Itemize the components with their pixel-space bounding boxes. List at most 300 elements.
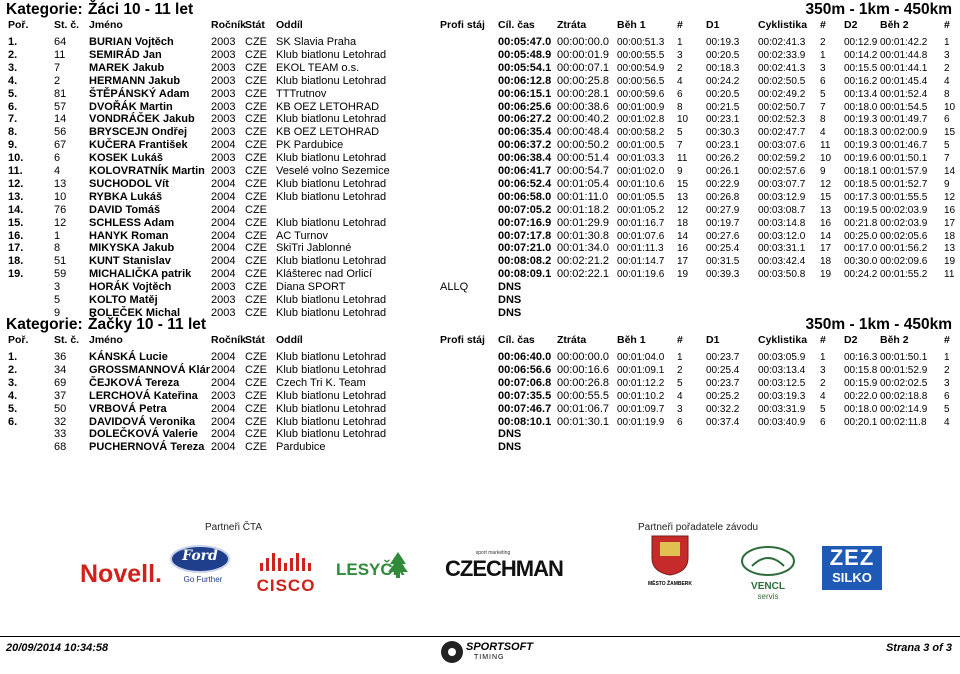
cell-bib: 7 xyxy=(54,61,61,74)
cell-bike: 00:02:41.3 xyxy=(758,62,806,74)
cell-finish-time: 00:07:16.9 xyxy=(498,216,552,229)
cell-finish-time: DNS xyxy=(498,441,522,454)
cell-name: SEMIRÁD Jan xyxy=(89,48,162,61)
lesy-cr-logo: LESYČR xyxy=(336,550,416,586)
cell-rank: 6. xyxy=(8,100,18,113)
cell-run2-rank: 15 xyxy=(944,127,956,139)
cell-loss: 00:00:54.7 xyxy=(557,165,609,177)
cell-name: VRBOVÁ Petra xyxy=(89,402,167,415)
cell-run1: 00:00:55.5 xyxy=(617,49,665,61)
cell-rank: 1. xyxy=(8,351,18,363)
cell-run2: 00:02:18.8 xyxy=(880,390,928,402)
cell-bike-rank: 10 xyxy=(820,153,832,165)
cell-run2-rank: 3 xyxy=(944,49,950,61)
cell-finish-time: 00:06:38.4 xyxy=(498,152,552,165)
cell-bib: 4 xyxy=(54,165,61,177)
cell-run1-rank: 17 xyxy=(677,256,689,268)
table-row xyxy=(0,126,960,139)
cell-loss: 00:00:48.4 xyxy=(557,126,609,139)
cell-bike: 00:02:57.6 xyxy=(758,166,806,177)
cell-finish-time: 00:06:52.4 xyxy=(498,177,552,190)
cell-loss: 00:01:30.1 xyxy=(557,415,609,428)
cell-finish-time: 00:07:17.8 xyxy=(498,229,552,242)
cell-run1: 00:01:09.7 xyxy=(617,403,665,415)
cell-finish-time: 00:07:35.5 xyxy=(498,389,552,402)
cell-bike: 00:03:31.9 xyxy=(758,403,806,415)
cell-bib: 12 xyxy=(54,216,67,229)
cell-run1-rank: 19 xyxy=(677,269,689,281)
cell-loss: 00:01:18.2 xyxy=(557,203,609,216)
cell-run1-rank: 12 xyxy=(677,204,689,216)
cell-club: KB OEZ LETOHRAD xyxy=(276,100,380,113)
cell-run1: 00:01:11.3 xyxy=(617,243,664,255)
cell-name: HERMANN Jakub xyxy=(89,74,181,87)
cell-bib: 5 xyxy=(54,294,61,306)
cell-year: 2003 xyxy=(211,48,236,61)
cell-t1: 00:20.5 xyxy=(706,88,740,100)
cell-bike: 00:03:07.7 xyxy=(758,178,806,190)
cell-t1: 00:19.3 xyxy=(706,37,740,48)
cell-run1: 00:01:03.3 xyxy=(617,153,665,165)
cell-loss: 00:00:07.1 xyxy=(557,61,609,74)
cell-finish-time: 00:07:46.7 xyxy=(498,402,552,415)
ford-logo: Ford Go Further xyxy=(169,545,231,579)
table-row xyxy=(0,255,960,268)
vencl-servis-logo: VENCL servis xyxy=(738,546,798,598)
cell-finish-time: 00:05:47.0 xyxy=(498,36,552,48)
cell-club: Klub biatlonu Letohrad xyxy=(276,428,387,441)
cell-rank: 13. xyxy=(8,190,24,203)
cell-club: Diana SPORT xyxy=(276,281,346,294)
category-title-boys: Kategorie: Žáci 10 - 11 let xyxy=(6,1,194,18)
cell-name: SUCHODOL Vít xyxy=(89,177,169,190)
cell-run1: 00:01:00.5 xyxy=(617,140,665,152)
header-finish-time: Cíl. čas xyxy=(498,334,535,346)
cell-bib: 1 xyxy=(54,229,61,242)
novell-logo: Novell. xyxy=(80,560,162,588)
cell-club: Klub biatlonu Letohrad xyxy=(276,48,387,61)
cell-club: Klub biatlonu Letohrad xyxy=(276,152,387,165)
cell-rank: 9. xyxy=(8,139,18,152)
cell-run1: 00:01:12.2 xyxy=(617,377,665,389)
table-row xyxy=(0,428,960,441)
cell-bike: 00:03:42.4 xyxy=(758,256,806,268)
cell-year: 2004 xyxy=(211,242,236,255)
cell-bike: 00:03:12.9 xyxy=(758,191,806,203)
cell-run2-rank: 1 xyxy=(944,352,950,363)
cell-rank: 15. xyxy=(8,216,24,229)
cell-run1-rank: 1 xyxy=(677,37,683,48)
cell-loss: 00:00:40.2 xyxy=(557,113,609,126)
cell-t1: 00:23.7 xyxy=(706,352,740,363)
cell-loss: 00:00:00.0 xyxy=(557,351,609,363)
cell-run2-rank: 6 xyxy=(944,390,950,402)
cell-year: 2004 xyxy=(211,428,236,441)
table-row xyxy=(0,178,960,191)
table-row xyxy=(0,49,960,62)
cell-run2: 00:01:57.9 xyxy=(880,166,928,177)
cell-run2: 00:01:54.5 xyxy=(880,101,928,113)
cell-t1: 00:18.3 xyxy=(706,62,740,74)
cell-name: MIKYSKA Jakub xyxy=(89,242,175,255)
cell-bike: 00:03:12.0 xyxy=(758,230,806,242)
table-row xyxy=(0,152,960,165)
sportsoft-logo: SPORTSOFT TIMING xyxy=(440,637,530,669)
cell-run2: 00:01:49.7 xyxy=(880,114,928,126)
cell-name: VONDRÁČEK Jakub xyxy=(89,113,195,126)
cell-bike-rank: 3 xyxy=(820,62,826,74)
cell-club: Klub biatlonu Letohrad xyxy=(276,74,387,87)
cell-run2: 00:01:50.1 xyxy=(880,153,928,165)
cell-country: CZE xyxy=(245,87,267,100)
table-row xyxy=(0,294,960,307)
cell-country: CZE xyxy=(245,428,267,441)
cell-run2-rank: 2 xyxy=(944,364,950,376)
cell-bike-rank: 5 xyxy=(820,403,826,415)
cell-finish-time: DNS xyxy=(498,306,522,319)
cell-bike-rank: 2 xyxy=(820,37,826,48)
header-t2: D2 xyxy=(844,334,858,346)
cell-country: CZE xyxy=(245,126,267,139)
cell-bike: 00:03:13.4 xyxy=(758,364,806,376)
cell-year: 2004 xyxy=(211,363,236,376)
cell-name: LERCHOVÁ Kateřina xyxy=(89,389,198,402)
cell-run2-rank: 18 xyxy=(944,230,956,242)
cell-year: 2004 xyxy=(211,415,236,428)
cell-t1: 00:31.5 xyxy=(706,256,740,268)
cell-bike-rank: 11 xyxy=(820,140,831,152)
cell-country: CZE xyxy=(245,48,267,61)
cell-run1: 00:01:09.1 xyxy=(617,364,665,376)
cell-run1: 00:01:05.5 xyxy=(617,191,665,203)
cell-rank: 12. xyxy=(8,177,24,190)
cell-run2-rank: 6 xyxy=(944,114,950,126)
cell-year: 2004 xyxy=(211,376,236,389)
cell-year: 2004 xyxy=(211,139,236,152)
table-row xyxy=(0,217,960,230)
header-bike-rank: # xyxy=(820,19,826,31)
cell-bib: 64 xyxy=(54,36,67,48)
cell-finish-time: DNS xyxy=(498,294,522,306)
cell-run1-rank: 4 xyxy=(677,75,683,87)
cell-country: CZE xyxy=(245,268,267,281)
cell-bike: 00:02:52.3 xyxy=(758,114,806,126)
cell-bib: 51 xyxy=(54,255,67,268)
cell-country: CZE xyxy=(245,402,267,415)
table-row xyxy=(0,204,960,217)
table-row xyxy=(0,281,960,294)
cell-club: KB OEZ LETOHRAD xyxy=(276,126,380,139)
cell-run1: 00:00:59.6 xyxy=(617,88,665,100)
cell-bike-rank: 18 xyxy=(820,256,832,268)
cell-finish-time: 00:07:05.2 xyxy=(498,203,552,216)
cell-t2: 00:16.2 xyxy=(844,75,878,87)
header-loss: Ztráta xyxy=(557,334,587,346)
cell-bib: 3 xyxy=(54,281,61,294)
cell-bike: 00:02:50.7 xyxy=(758,101,806,113)
cell-year: 2003 xyxy=(211,294,236,306)
cell-club: Klub biatlonu Letohrad xyxy=(276,351,387,363)
print-datetime: 20/09/2014 10:34:58 xyxy=(6,642,109,654)
table-row xyxy=(0,75,960,88)
cell-name: KUČERA František xyxy=(89,139,188,152)
cell-t2: 00:18.5 xyxy=(844,178,878,190)
cell-rank: 11. xyxy=(8,165,23,177)
cell-bib: 59 xyxy=(54,268,67,281)
header-year: Ročník xyxy=(211,334,247,346)
cell-country: CZE xyxy=(245,190,267,203)
cell-finish-time: 00:05:48.9 xyxy=(498,48,552,61)
category-track-girls: 350m - 1km - 450km xyxy=(805,316,952,333)
cell-bib: 9 xyxy=(54,306,61,319)
cell-bike-rank: 12 xyxy=(820,178,832,190)
cell-t2: 00:19.3 xyxy=(844,114,878,126)
cell-loss: 00:00:25.8 xyxy=(557,74,609,87)
cell-run2: 00:01:52.7 xyxy=(880,178,928,190)
cell-t1: 00:25.2 xyxy=(706,390,740,402)
cell-name: BRYSCEJN Ondřej xyxy=(89,126,188,139)
cell-finish-time: 00:06:15.1 xyxy=(498,87,552,100)
cell-run1: 00:01:19.6 xyxy=(617,269,665,281)
cell-year: 2003 xyxy=(211,100,236,113)
cell-year: 2004 xyxy=(211,190,236,203)
header-bib: St. č. xyxy=(54,19,80,31)
cell-finish-time: 00:06:35.4 xyxy=(498,126,552,139)
cell-run2-rank: 1 xyxy=(944,37,950,48)
cell-rank: 7. xyxy=(8,113,18,126)
cell-bike-rank: 19 xyxy=(820,269,832,281)
cell-year: 2003 xyxy=(211,36,236,48)
cell-country: CZE xyxy=(245,229,267,242)
cell-name: MAREK Jakub xyxy=(89,61,165,74)
header-name: Jméno xyxy=(89,19,123,31)
cell-finish-time: 00:06:40.0 xyxy=(498,351,552,363)
cell-country: CZE xyxy=(245,376,267,389)
cell-run1: 00:01:14.7 xyxy=(617,256,665,268)
cell-name: SCHLESS Adam xyxy=(89,216,175,229)
table-row xyxy=(0,242,960,255)
cell-run2: 00:02:11.8 xyxy=(880,416,927,428)
cell-t2: 00:18.1 xyxy=(844,166,878,177)
header-club: Oddíl xyxy=(276,19,303,31)
header-t2: D2 xyxy=(844,19,858,31)
cell-club: Klub biatlonu Letohrad xyxy=(276,255,387,268)
cell-run1-rank: 2 xyxy=(677,62,683,74)
cell-run2-rank: 17 xyxy=(944,217,956,229)
cell-rank: 4. xyxy=(8,389,18,402)
cell-country: CZE xyxy=(245,441,267,454)
cell-run2-rank: 5 xyxy=(944,140,950,152)
cell-run1-rank: 15 xyxy=(677,178,689,190)
cell-loss: 00:00:38.6 xyxy=(557,100,609,113)
cell-bike: 00:02:59.2 xyxy=(758,153,806,165)
cell-t1: 00:21.5 xyxy=(706,101,740,113)
cell-run2-rank: 10 xyxy=(944,101,956,113)
cell-name: ROLEČEK Michal xyxy=(89,306,181,319)
cell-bike: 00:03:07.6 xyxy=(758,140,806,152)
cell-bike: 00:03:05.9 xyxy=(758,352,806,363)
cell-run1: 00:01:02.0 xyxy=(617,166,665,177)
cell-run1: 00:01:19.9 xyxy=(617,416,665,428)
cell-bib: 2 xyxy=(54,74,61,87)
cell-bib: 76 xyxy=(54,203,67,216)
cell-year: 2003 xyxy=(211,165,236,177)
cell-loss: 00:00:16.6 xyxy=(557,363,609,376)
cell-bib: 6 xyxy=(54,152,61,165)
cell-rank: 14. xyxy=(8,203,24,216)
czechman-logo: sport marketing CZECHMAN xyxy=(445,550,563,581)
cell-run1-rank: 10 xyxy=(677,114,689,126)
cell-run2-rank: 12 xyxy=(944,191,956,203)
cell-run2-rank: 2 xyxy=(944,62,950,74)
cell-bib: 33 xyxy=(54,428,67,441)
cell-t2: 00:20.1 xyxy=(844,416,878,428)
table-row xyxy=(0,101,960,114)
header-rank: Poř. xyxy=(8,334,29,346)
header-finish-time: Cíl. čas xyxy=(498,19,535,31)
header-bike: Cyklistika xyxy=(758,19,808,31)
cell-bib: 36 xyxy=(54,351,67,363)
cell-bib: 81 xyxy=(54,87,67,100)
table-row xyxy=(0,416,960,429)
cell-bike-rank: 14 xyxy=(820,230,832,242)
cell-t2: 00:15.5 xyxy=(844,62,878,74)
cell-name: MICHALIČKA patrik xyxy=(89,268,192,281)
cell-run2: 00:01:52.9 xyxy=(880,364,928,376)
cell-rank: 19. xyxy=(8,268,24,281)
cell-t2: 00:21.8 xyxy=(844,217,878,229)
cell-year: 2004 xyxy=(211,268,236,281)
cell-name: ČEJKOVÁ Tereza xyxy=(89,376,180,389)
cell-name: KOSEK Lukáš xyxy=(89,152,163,165)
cell-bike-rank: 9 xyxy=(820,166,826,177)
cell-t1: 00:26.8 xyxy=(706,191,740,203)
cell-bike-rank: 8 xyxy=(820,114,826,126)
cell-t1: 00:25.4 xyxy=(706,243,740,255)
cell-loss: 00:01:06.7 xyxy=(557,402,609,415)
cell-loss: 00:01:05.4 xyxy=(557,177,609,190)
cell-finish-time: 00:08:10.1 xyxy=(498,415,552,428)
cell-t2: 00:17.3 xyxy=(844,191,878,203)
cell-bike-rank: 2 xyxy=(820,377,826,389)
cell-bike-rank: 4 xyxy=(820,127,826,139)
cell-bike: 00:03:19.3 xyxy=(758,390,806,402)
cell-bib: 56 xyxy=(54,126,67,139)
cell-t2: 00:15.9 xyxy=(844,377,878,389)
cell-bike: 00:03:50.8 xyxy=(758,269,806,281)
cell-run2-rank: 8 xyxy=(944,88,950,100)
cell-bike-rank: 3 xyxy=(820,364,826,376)
cell-club: Pardubice xyxy=(276,441,326,454)
cell-bike-rank: 5 xyxy=(820,88,826,100)
cell-country: CZE xyxy=(245,165,267,177)
cell-finish-time: DNS xyxy=(498,428,522,441)
header-bike-rank: # xyxy=(820,334,826,346)
cell-year: 2004 xyxy=(211,255,236,268)
cell-club: Veselé volno Sezemice xyxy=(276,165,390,177)
cell-run2: 00:01:44.1 xyxy=(880,62,928,74)
cell-t1: 00:20.5 xyxy=(706,49,740,61)
cell-bike: 00:03:12.5 xyxy=(758,377,806,389)
cell-run1-rank: 18 xyxy=(677,217,689,229)
cell-club: Klášterec nad Orlicí xyxy=(276,268,372,281)
cell-run1-rank: 16 xyxy=(677,243,689,255)
cell-run1-rank: 2 xyxy=(677,364,683,376)
cell-bike: 00:03:40.9 xyxy=(758,416,806,428)
cell-run2-rank: 5 xyxy=(944,403,950,415)
cell-run2: 00:01:52.4 xyxy=(880,88,928,100)
header-team: Profi stáj xyxy=(440,19,485,31)
cell-run2-rank: 13 xyxy=(944,243,956,255)
cell-run2: 00:02:03.9 xyxy=(880,217,928,229)
cell-rank: 10. xyxy=(8,152,24,165)
cell-run1-rank: 5 xyxy=(677,127,683,139)
cell-run1: 00:01:02.8 xyxy=(617,114,665,126)
cell-run1: 00:01:05.2 xyxy=(617,204,665,216)
cell-run1: 00:01:10.2 xyxy=(617,390,665,402)
cell-finish-time: 00:08:08.2 xyxy=(498,255,552,268)
cell-finish-time: 00:08:09.1 xyxy=(498,268,552,281)
cell-run2-rank: 16 xyxy=(944,204,956,216)
cell-run1-rank: 14 xyxy=(677,230,689,242)
cell-loss: 00:02:22.1 xyxy=(557,268,609,281)
cell-rank: 4. xyxy=(8,74,18,87)
cell-name: KOLTO Matěj xyxy=(89,294,158,306)
cell-t1: 00:23.1 xyxy=(706,114,740,126)
header-club: Oddíl xyxy=(276,334,303,346)
header-rank: Poř. xyxy=(8,19,29,31)
cell-finish-time: 00:06:25.6 xyxy=(498,100,552,113)
cell-t1: 00:32.2 xyxy=(706,403,740,415)
cell-country: CZE xyxy=(245,281,267,294)
header-bike: Cyklistika xyxy=(758,334,808,346)
cell-run2: 00:01:56.2 xyxy=(880,243,928,255)
cell-run2: 00:02:02.5 xyxy=(880,377,928,389)
cell-name: RYBKA Lukáš xyxy=(89,190,163,203)
table-row xyxy=(0,62,960,75)
cell-name: KÁNSKÁ Lucie xyxy=(89,351,168,363)
cell-bike-rank: 16 xyxy=(820,217,832,229)
cell-run2: 00:01:55.2 xyxy=(880,269,928,281)
cell-country: CZE xyxy=(245,242,267,255)
cell-rank: 2. xyxy=(8,363,18,376)
cell-year: 2004 xyxy=(211,177,236,190)
cell-rank: 17. xyxy=(8,242,24,255)
cell-run2-rank: 4 xyxy=(944,416,950,428)
cell-finish-time: 00:06:12.8 xyxy=(498,74,552,87)
cell-rank: 16. xyxy=(8,229,24,242)
cell-t2: 00:13.4 xyxy=(844,88,878,100)
cell-year: 2004 xyxy=(211,441,236,454)
cell-run1-rank: 3 xyxy=(677,403,683,415)
cell-bike-rank: 13 xyxy=(820,204,832,216)
cell-country: CZE xyxy=(245,363,267,376)
cell-year: 2004 xyxy=(211,203,236,216)
cell-loss: 00:00:26.8 xyxy=(557,376,609,389)
cell-year: 2003 xyxy=(211,113,236,126)
cisco-logo: CISCO xyxy=(256,553,316,596)
cell-run1: 00:01:10.6 xyxy=(617,178,665,190)
cell-loss: 00:00:01.9 xyxy=(557,48,609,61)
cell-year: 2003 xyxy=(211,152,236,165)
cell-run1: 00:00:54.9 xyxy=(617,62,665,74)
cell-club: TTTrutnov xyxy=(276,87,327,100)
cell-country: CZE xyxy=(245,351,267,363)
zez-silko-logo: ZEZ SILKO xyxy=(822,546,882,590)
cell-run1-rank: 8 xyxy=(677,101,683,113)
cell-name: HANYK Roman xyxy=(89,229,169,242)
page-number: Strana 3 of 3 xyxy=(885,642,952,654)
